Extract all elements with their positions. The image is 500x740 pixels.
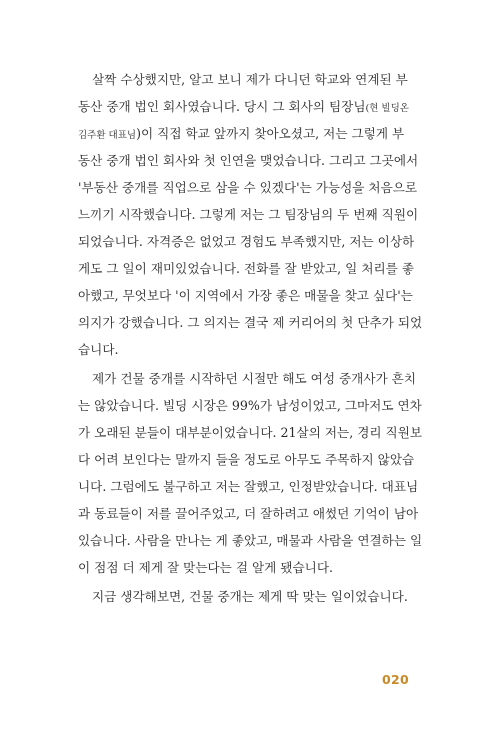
text-line: 의지가 강했습니다. 그 의지는 결국 제 커리어의 첫 단추가 되었 <box>78 315 423 330</box>
text-span: 동산 중개 법인 회사였습니다. 당시 그 회사의 팀장님 <box>78 99 366 114</box>
footnote-inline: (현 빌딩온 <box>365 103 409 114</box>
text-line: 느끼기 시작했습니다. 그렇게 저는 그 팀장님의 두 번째 직원이 <box>78 207 419 222</box>
text-line: 김주환 대표님)이 직접 학교 앞까지 찾아오셨고, 저는 그렇게 부 <box>78 126 405 141</box>
text-line: 게도 그 일이 재미있었습니다. 전화를 잘 받았고, 일 처리를 좋 <box>78 261 415 276</box>
text-line: 있습니다. 사람을 만나는 게 좋았고, 매물과 사람을 연결하는 일 <box>78 533 423 548</box>
text-line: '부동산 중개를 직업으로 삼을 수 있겠다'는 가능성을 처음으로 <box>78 180 418 195</box>
text-line: 습니다. <box>78 342 119 357</box>
page-number: 020 <box>382 672 409 687</box>
text-line: 동산 중개 법인 회사와 첫 인연을 맺었습니다. 그리고 그곳에서 <box>78 153 419 168</box>
text-line: 이 점점 더 제게 잘 맞는다는 걸 알게 됐습니다. <box>78 560 334 575</box>
body-text <box>78 66 423 610</box>
text-line: 지금 생각해보면, 건물 중개는 제게 딱 맞는 일이었습니다. <box>92 589 408 604</box>
text-line: 과 동료들이 저를 끌어주었고, 더 잘하려고 애썼던 기억이 남아 <box>78 506 419 521</box>
text-line: 가 오래된 분들이 대부분이었습니다. 21살의 저는, 경리 직원보 <box>78 425 423 440</box>
text-line: 는 않았습니다. 빌딩 시장은 99%가 남성이었고, 그마저도 연차 <box>78 398 422 413</box>
footnote-inline: 김주환 대표님 <box>78 130 137 141</box>
text-span: 이 직접 학교 앞까지 찾아오셨고, 저는 그렇게 부 <box>141 126 405 141</box>
text-line: 제가 건물 중개를 시작하던 시절만 해도 여성 중개사가 흔치 <box>92 371 416 386</box>
text-line: 아했고, 무엇보다 '이 지역에서 가장 좋은 매물을 찾고 싶다'는 <box>78 288 413 303</box>
text-line: 살짝 수상했지만, 알고 보니 제가 다니던 학교와 연계된 부 <box>92 72 408 87</box>
text-line: 되었습니다. 자격증은 없었고 경험도 부족했지만, 저는 이상하 <box>78 234 415 249</box>
text-line: 다 어려 보인다는 말까지 들을 정도로 아무도 주목하지 않았습 <box>78 452 415 467</box>
text-line: 니다. 그럼에도 불구하고 저는 잘했고, 인정받았습니다. 대표님 <box>78 479 419 494</box>
text-line <box>78 93 409 120</box>
